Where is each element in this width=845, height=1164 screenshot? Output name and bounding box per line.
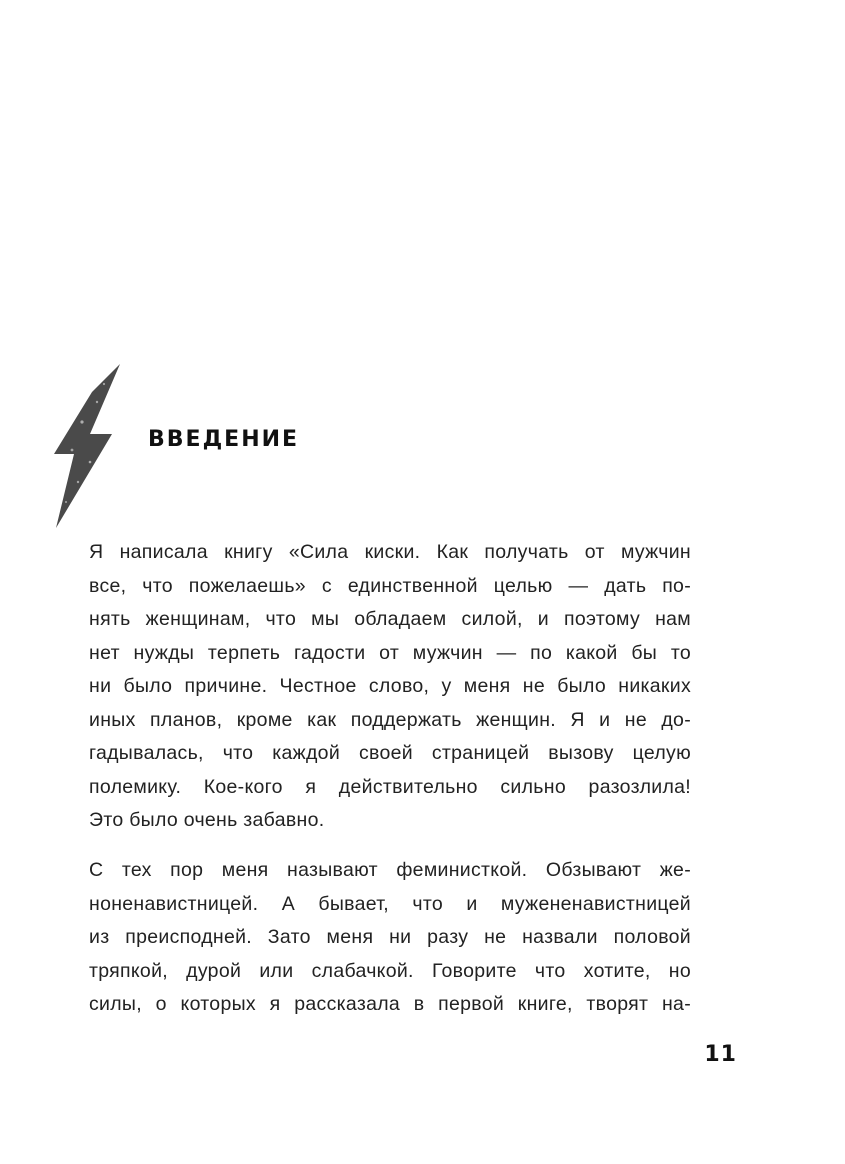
text-line: нет нужды терпеть гадости от мужчин — по какой бы то (89, 641, 691, 664)
paragraph-1 (89, 536, 691, 838)
text-line: нять женщинам, что мы обладаем силой, и поэтому нам (89, 608, 691, 630)
bolt-texture-speck (80, 420, 83, 423)
bolt-texture-speck (65, 501, 67, 503)
bolt-texture-speck (77, 481, 79, 483)
text-line: С тех пор меня называют феминисткой. Обзывают же- (89, 859, 691, 881)
page-number: 11 (704, 1042, 737, 1067)
text-line: тряпкой, дурой или слабачкой. Говорите что хотите, но (89, 959, 691, 982)
bolt-texture-speck (89, 461, 92, 464)
paragraph-2 (89, 854, 691, 1022)
bolt-texture-speck (103, 383, 105, 385)
lightning-bolt-icon (52, 362, 122, 530)
text-line: силы, о которых я рассказала в первой книге, творят на- (89, 993, 691, 1015)
text-line: гадывалась, что каждой своей страницей вызову целую (89, 742, 691, 764)
bolt-texture-speck (71, 449, 74, 452)
bolt-texture-speck (96, 401, 98, 403)
lightning-bolt-shape (54, 364, 120, 528)
text-line: ни было причине. Честное слово, у меня не было никаких (89, 675, 691, 697)
text-line: иных планов, кроме как поддержать женщин. Я и не до- (89, 708, 691, 731)
text-line: Я написала книгу «Сила киски. Как получать от мужчин (89, 541, 691, 563)
text-line: полемику. Кое-кого я действительно сильно разозлила! (89, 775, 691, 798)
text-line: ноненавистницей. А бывает, что и мужененавистницей (89, 892, 691, 915)
text-line: из преисподней. Зато меня ни разу не назвали половой (89, 926, 691, 948)
text-line: Это было очень забавно. (89, 809, 325, 831)
text-line: все, что пожелаешь» с единственной целью — дать по- (89, 574, 691, 597)
chapter-title: ВВЕДЕНИЕ (148, 427, 300, 452)
